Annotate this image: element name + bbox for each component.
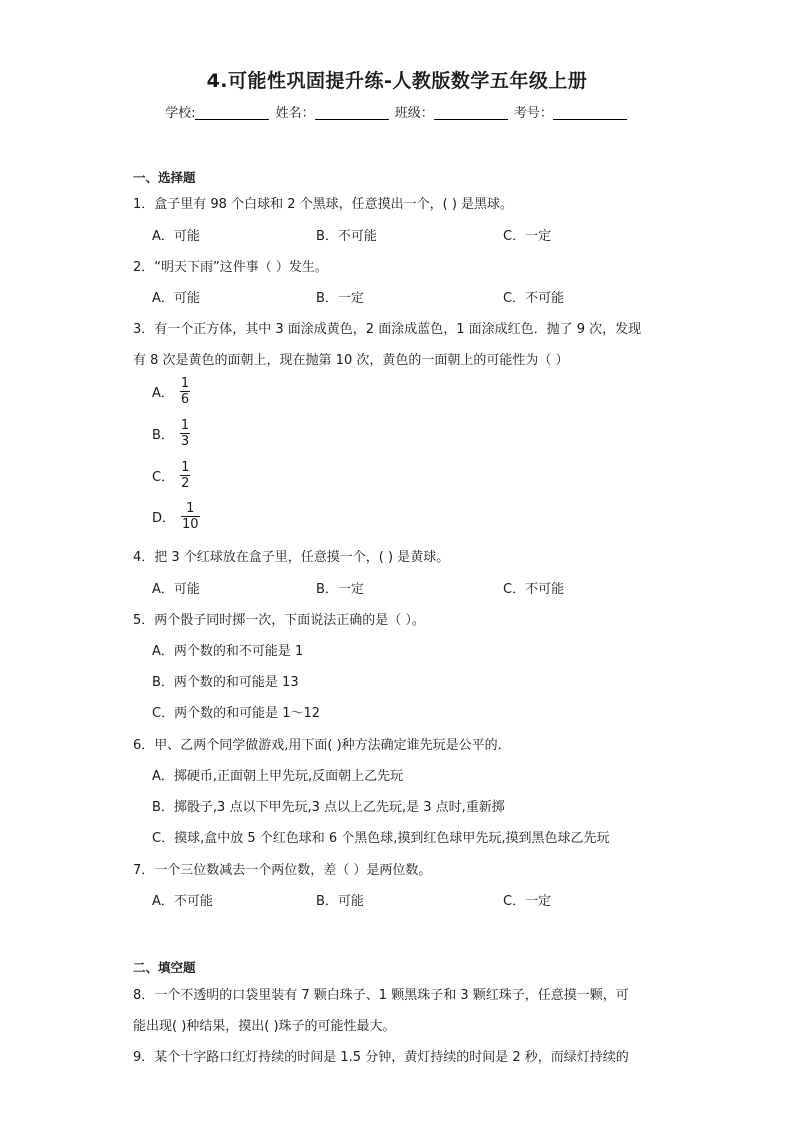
q7-option-b[interactable]: B．可能 [316,894,364,909]
q4-option-c[interactable]: C．不可能 [503,582,565,597]
fraction-denominator: 6 [180,392,190,407]
fraction-denominator: 3 [180,434,190,449]
fraction-numerator: 1 [180,376,190,391]
class-blank[interactable] [434,106,508,120]
fraction-denominator: 10 [182,517,199,532]
q2-option-a[interactable]: A．可能 [152,291,200,306]
name-blank[interactable] [315,106,389,120]
q5-option-a[interactable]: A．两个数的和不可能是 1 [152,644,304,659]
question-3-line-2: 有 8 次是黄色的面朝上，现在抛第 10 次，黄色的一面朝上的可能性为（ ） [133,353,569,368]
question-7: 7．一个三位数减去一个两位数，差（ ）是两位数。 [133,863,432,878]
fraction-numerator: 1 [180,418,190,433]
section-heading-fill-blank: 二、填空题 [133,960,196,975]
exam-no-blank[interactable] [553,106,627,120]
q1-option-b[interactable]: B．不可能 [316,229,377,244]
q2-option-c[interactable]: C．不可能 [503,291,565,306]
question-2: 2．“明天下雨”这件事（ ）发生。 [133,260,328,275]
q6-option-a[interactable]: A．掷硬币,正面朝上甲先玩,反面朝上乙先玩 [152,769,404,784]
q3-option-c-fraction [180,460,190,491]
q5-option-b[interactable]: B．两个数的和可能是 13 [152,675,299,690]
q4-option-b[interactable]: B．一定 [316,582,364,597]
q3-option-a-fraction [180,376,190,407]
q1-option-c[interactable]: C．一定 [503,229,552,244]
q3-option-a[interactable] [152,376,190,407]
class-label: 班级： [394,106,434,121]
fraction-denominator: 2 [181,476,190,491]
q4-option-a[interactable]: A．可能 [152,582,200,597]
q1-option-a[interactable]: A．可能 [152,229,200,244]
question-1: 1．盒子里有 98 个白球和 2 个黑球，任意摸出一个，( ) 是黑球。 [133,197,514,212]
q3-option-d-label: D． [152,511,176,526]
q6-option-c[interactable]: C．摸球,盒中放 5 个红色球和 6 个黑色球,摸到红色球甲先玩,摸到黑色球乙先玩 [152,831,610,846]
q3-option-d[interactable] [152,501,200,532]
school-blank[interactable] [195,106,269,120]
fraction-numerator: 1 [186,501,195,516]
fraction-numerator: 1 [181,460,190,475]
student-info-row [0,102,794,121]
q3-option-c-label: C． [152,470,175,485]
q3-option-c[interactable] [152,460,190,491]
q7-option-c[interactable]: C．一定 [503,894,552,909]
question-9-line-1: 9．某个十字路口红灯持续的时间是 1.5 分钟，黄灯持续的时间是 2 秒，而绿灯持续的 [133,1050,629,1065]
question-6: 6．甲、乙两个同学做游戏,用下面( )种方法确定谁先玩是公平的． [133,738,511,753]
question-3-line-1: 3．有一个正方体，其中 3 面涂成黄色，2 面涂成蓝色，1 面涂成红色．抛了 9 次，发现 [133,322,642,337]
q3-option-b-fraction [180,418,190,449]
question-5: 5．两个骰子同时掷一次，下面说法正确的是（ ）。 [133,613,425,628]
q6-option-b[interactable]: B．掷骰子,3 点以下甲先玩,3 点以上乙先玩,是 3 点时,重新掷 [152,800,505,815]
q7-option-a[interactable]: A．不可能 [152,894,213,909]
section-heading-choice: 一、选择题 [133,170,196,185]
question-8-line-1: 8．一个不透明的口袋里装有 7 颗白珠子、1 颗黑珠子和 3 颗红珠子，任意摸一颗，可 [133,988,629,1003]
question-4: 4．把 3 个红球放在盒子里，任意摸一个，( ) 是黄球。 [133,550,450,565]
name-label: 姓名： [275,106,315,121]
q3-option-a-label: A． [152,386,174,401]
school-label: 学校: [165,106,196,121]
exam-no-label: 考号： [513,106,553,121]
q2-option-b[interactable]: B．一定 [316,291,364,306]
q3-option-b-label: B． [152,428,174,443]
q3-option-b[interactable] [152,418,190,449]
page-title: 4.可能性巩固提升练-人教版数学五年级上册 [206,70,588,92]
question-8-line-2: 能出现( )种结果，摸出( )珠子的可能性最大。 [133,1019,396,1034]
q3-option-d-fraction [181,501,200,532]
q5-option-c[interactable]: C．两个数的和可能是 1～12 [152,706,321,721]
